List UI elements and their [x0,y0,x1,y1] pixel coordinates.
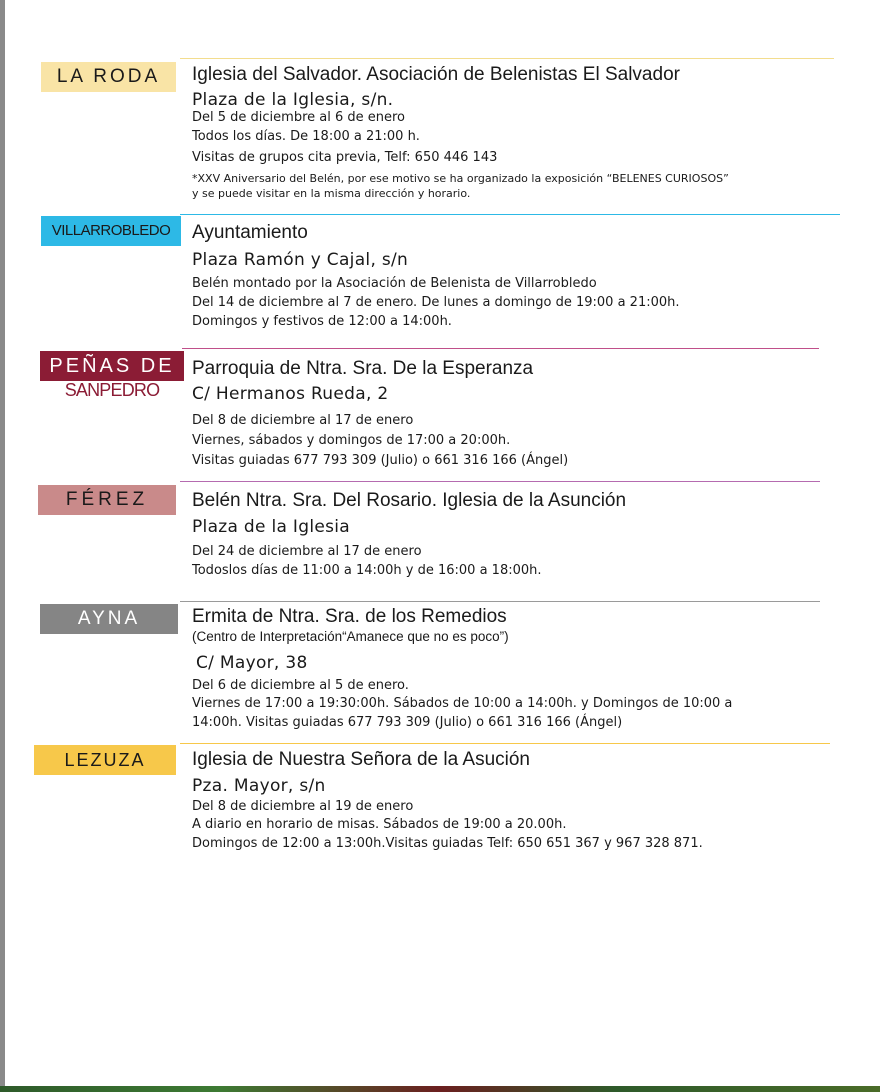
venue-address: Plaza Ramón y Cajal, s/n [192,250,409,270]
detail-line: Del 8 de diciembre al 17 de enero [192,413,414,428]
divider-line [180,601,820,602]
venue-title: Parroquia de Ntra. Sra. De la Esperanza [192,358,534,379]
bottom-decorative-strip [0,1086,880,1092]
venue-title: Iglesia del Salvador. Asociación de Belenistas El Salvador [192,64,680,85]
venue-subtitle: (Centro de Interpretación“Amanece que no es poco”) [192,629,509,644]
detail-line: Viernes de 17:00 a 19:30:00h. Sábados de 10:00 a 14:00h. y Domingos de 10:00 a [192,696,733,711]
detail-line: Del 5 de diciembre al 6 de enero [192,110,406,125]
detail-line: Belén montado por la Asociación de Belenista de Villarrobledo [192,276,597,291]
location-tag: PEÑAS DE [40,351,184,381]
venue-address: Pza. Mayor, s/n [192,776,326,796]
page-left-border [0,0,5,1092]
divider-line [182,348,819,349]
note-line: y se puede visitar en la misma dirección y horario. [192,187,471,200]
location-tag: VILLARROBLEDO [41,216,181,246]
detail-line: A diario en horario de misas. Sábados de 19:00 a 20.00h. [192,817,567,832]
location-tag: LEZUZA [34,745,176,775]
divider-line [180,481,820,482]
detail-line: Domingos de 12:00 a 13:00h.Visitas guiadas Telf: 650 651 367 y 967 328 871. [192,836,703,851]
divider-line [180,58,834,59]
location-tag: AYNA [40,604,178,634]
detail-line: Del 8 de diciembre al 19 de enero [192,799,414,814]
venue-title: Ermita de Ntra. Sra. de los Remedios [192,606,507,627]
venue-title: Belén Ntra. Sra. Del Rosario. Iglesia de la Asunción [192,490,627,511]
detail-line: Del 14 de diciembre al 7 de enero. De lunes a domingo de 19:00 a 21:00h. [192,295,680,310]
location-tag: FÉREZ [38,485,176,515]
detail-line: Del 24 de diciembre al 17 de enero [192,544,422,559]
divider-line [180,743,830,744]
venue-address: C/ Mayor, 38 [196,653,308,673]
detail-line: Visitas de grupos cita previa, Telf: 650 446 143 [192,150,498,165]
detail-line: Viernes, sábados y domingos de 17:00 a 20:00h. [192,433,511,448]
venue-title: Ayuntamiento [192,222,308,243]
detail-line: Visitas guiadas 677 793 309 (Julio) o 661 316 166 (Ángel) [192,453,569,468]
detail-line: Domingos y festivos de 12:00 a 14:00h. [192,314,452,329]
detail-line: 14:00h. Visitas guiadas 677 793 309 (Julio) o 661 316 166 (Ángel) [192,715,623,730]
venue-address: Plaza de la Iglesia [192,517,351,537]
location-tag: LA RODA [41,62,176,92]
venue-title: Iglesia de Nuestra Señora de la Asución [192,749,530,770]
divider-line [180,214,840,215]
location-tag-subtitle: SANPEDRO [64,380,160,400]
detail-line: Del 6 de diciembre al 5 de enero. [192,678,409,693]
note-line: *XXV Aniversario del Belén, por ese motivo se ha organizado la exposición “BELENES CURIOSOS” [192,172,729,185]
venue-address: Plaza de la Iglesia, s/n. [192,90,394,110]
detail-line: Todoslos días de 11:00 a 14:00h y de 16:00 a 18:00h. [192,563,542,578]
venue-address: C/ Hermanos Rueda, 2 [192,384,389,404]
detail-line: Todos los días. De 18:00 a 21:00 h. [192,129,420,144]
